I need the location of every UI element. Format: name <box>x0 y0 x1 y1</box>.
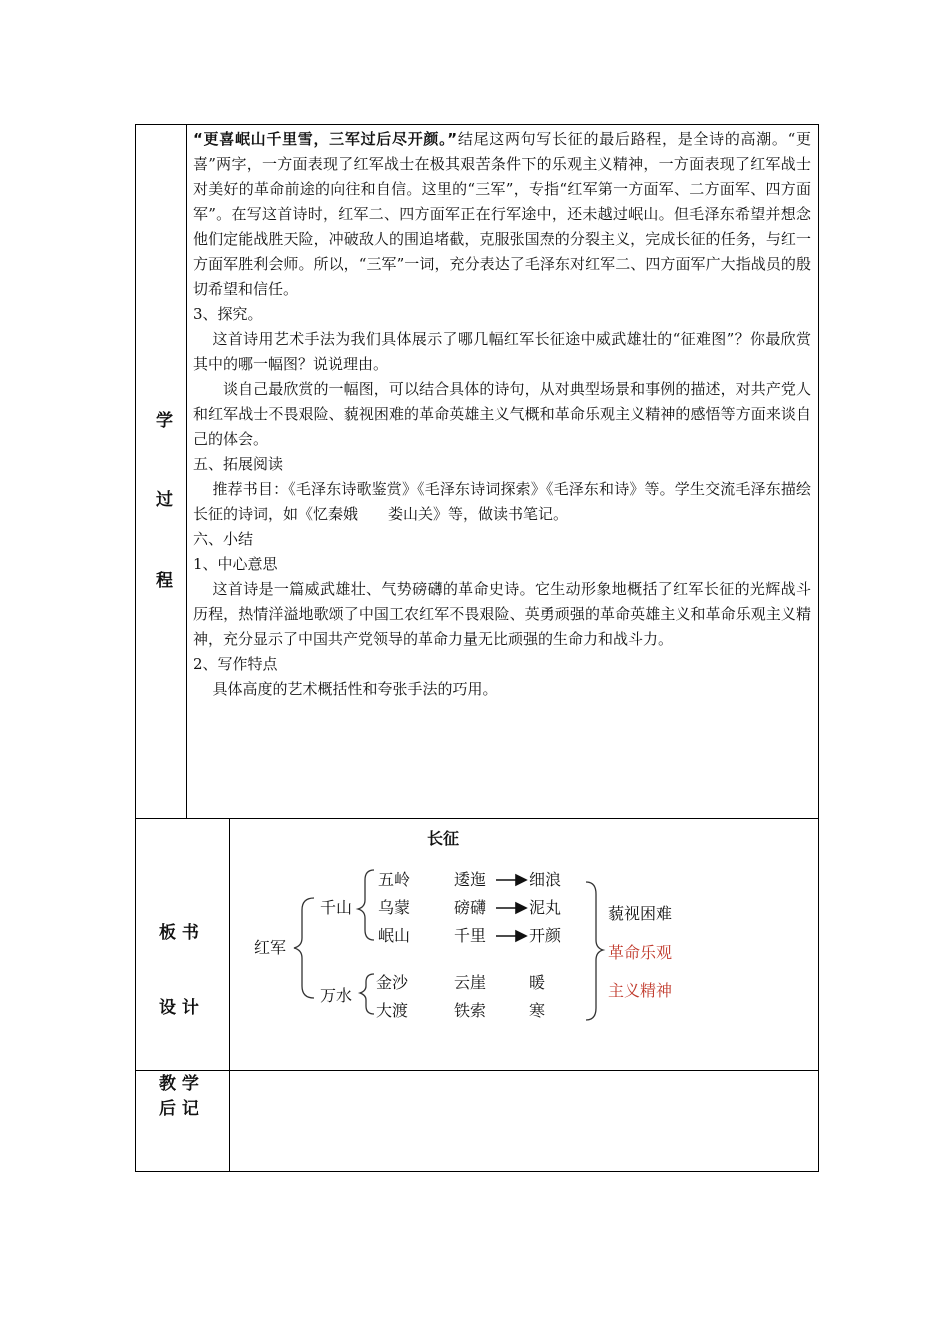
row-divider-2 <box>135 1070 819 1071</box>
river-item: 大渡 <box>376 1001 409 1020</box>
river-result: 暖 <box>529 973 546 992</box>
summary-line-1: 藐视困难 <box>608 904 673 923</box>
summary-line-3: 主义精神 <box>608 981 673 1000</box>
mountain-item: 五岭 <box>378 870 411 889</box>
mountain-desc: 磅礴 <box>454 898 487 917</box>
paragraph-explore-question: 这首诗用艺术手法为我们具体展示了哪几幅红军长征途中威武雄壮的“征难图”？你最欣赏其中的哪一幅图？说说理由。 <box>193 330 811 373</box>
mountain-desc: 千里 <box>454 926 487 945</box>
mountain-item: 岷山 <box>378 926 411 945</box>
board-branch-rivers: 万水 <box>320 986 353 1005</box>
heading-features: 2、写作特点 <box>193 655 278 673</box>
row-divider-1 <box>135 818 819 819</box>
river-desc: 云崖 <box>454 973 487 992</box>
paragraph-explore-answer: 谈自己最欣赏的一幅图，可以结合具体的诗句，从对典型场景和事例的描述，对共产党人和红军战士不畏艰险、藐视困难的革命英雄主义气概和革命乐观主义精神的感悟等方面来谈自己的体会。 <box>193 380 811 448</box>
bracket-rivers-icon <box>360 974 374 1014</box>
river-result: 寒 <box>529 1001 546 1020</box>
label-board-1: 板 书 <box>159 923 199 943</box>
paragraph-analysis <box>193 127 811 302</box>
label-cheng: 程 <box>156 571 173 591</box>
board-title: 长征 <box>427 829 460 848</box>
board-root: 红军 <box>254 938 287 957</box>
heading-explore: 3、探究。 <box>193 305 263 323</box>
table-border-bottom <box>135 1171 819 1172</box>
bracket-mountains-icon <box>358 870 374 940</box>
mountain-result: 开颜 <box>529 926 562 945</box>
table-border-top <box>135 124 819 125</box>
mountain-result: 细浪 <box>529 870 562 889</box>
quote-text: “更喜岷山千里雪，三军过后尽开颜。” <box>193 130 458 148</box>
table-border-left <box>135 124 136 1172</box>
column-divider-top <box>186 124 187 818</box>
mountain-item: 乌蒙 <box>378 898 411 917</box>
mountain-desc: 逶迤 <box>454 870 487 889</box>
column-divider-bottom <box>229 818 230 1171</box>
bracket-root-icon <box>294 898 314 998</box>
label-guo: 过 <box>156 490 173 510</box>
river-item: 金沙 <box>376 973 409 992</box>
label-notes-2: 后 记 <box>159 1099 199 1119</box>
analysis-text: 结尾这两句写长征的最后路程，是全诗的高潮。“更喜”两字，一方面表现了红军战士在极其艰苦条件下的乐观主义精神，一方面表现了红军战士对美好的革命前途的向往和自信。这里的“三军”，专指“红军第一方面军、二方面军、四方面军”。在写这首诗时，红军二、四方面军正在行军途中，还未越过岷山。但毛泽东希望并想念他们定能战胜天险，冲破敌人的围追堵截，克服张国焘的分裂主义，完成长征的任务，与红一方面军胜利会师。所以，“三军”一词，充分表达了毛泽东对红军二、四方面军广大指战员的殷切希望和信任。 <box>193 130 812 298</box>
heading-central: 1、中心意思 <box>193 555 278 573</box>
lesson-content <box>193 127 811 702</box>
mountain-result: 泥丸 <box>529 898 562 917</box>
paragraph-central: 这首诗是一篇威武雄壮、气势磅礴的革命史诗。它生动形象地概括了红军长征的光辉战斗历程，热情洋溢地歌颂了中国工农红军不畏艰险、英勇顽强的革命英雄主义和革命乐观主义精神，充分显示了中国共产党领导的革命力量无比顽强的生命力和战斗力。 <box>193 580 811 648</box>
river-desc: 铁索 <box>454 1001 487 1020</box>
label-notes-1: 教 学 <box>159 1074 199 1094</box>
heading-reading: 五、拓展阅读 <box>193 455 284 473</box>
summary-line-2: 革命乐观 <box>608 943 673 962</box>
heading-summary: 六、小结 <box>193 530 254 548</box>
label-board-2: 设 计 <box>159 998 199 1018</box>
board-branch-mountains: 千山 <box>320 898 353 917</box>
bracket-summary-icon <box>586 882 603 1020</box>
paragraph-features: 具体高度的艺术概括性和夸张手法的巧用。 <box>212 680 498 698</box>
paragraph-reading: 推荐书目：《毛泽东诗歌鉴赏》《毛泽东诗词探索》《毛泽东和诗》等。学生交流毛泽东描绘长征的诗词，如《忆秦娥 娄山关》等，做读书笔记。 <box>193 480 811 523</box>
label-xue: 学 <box>156 411 173 431</box>
table-border-right <box>818 124 819 1172</box>
